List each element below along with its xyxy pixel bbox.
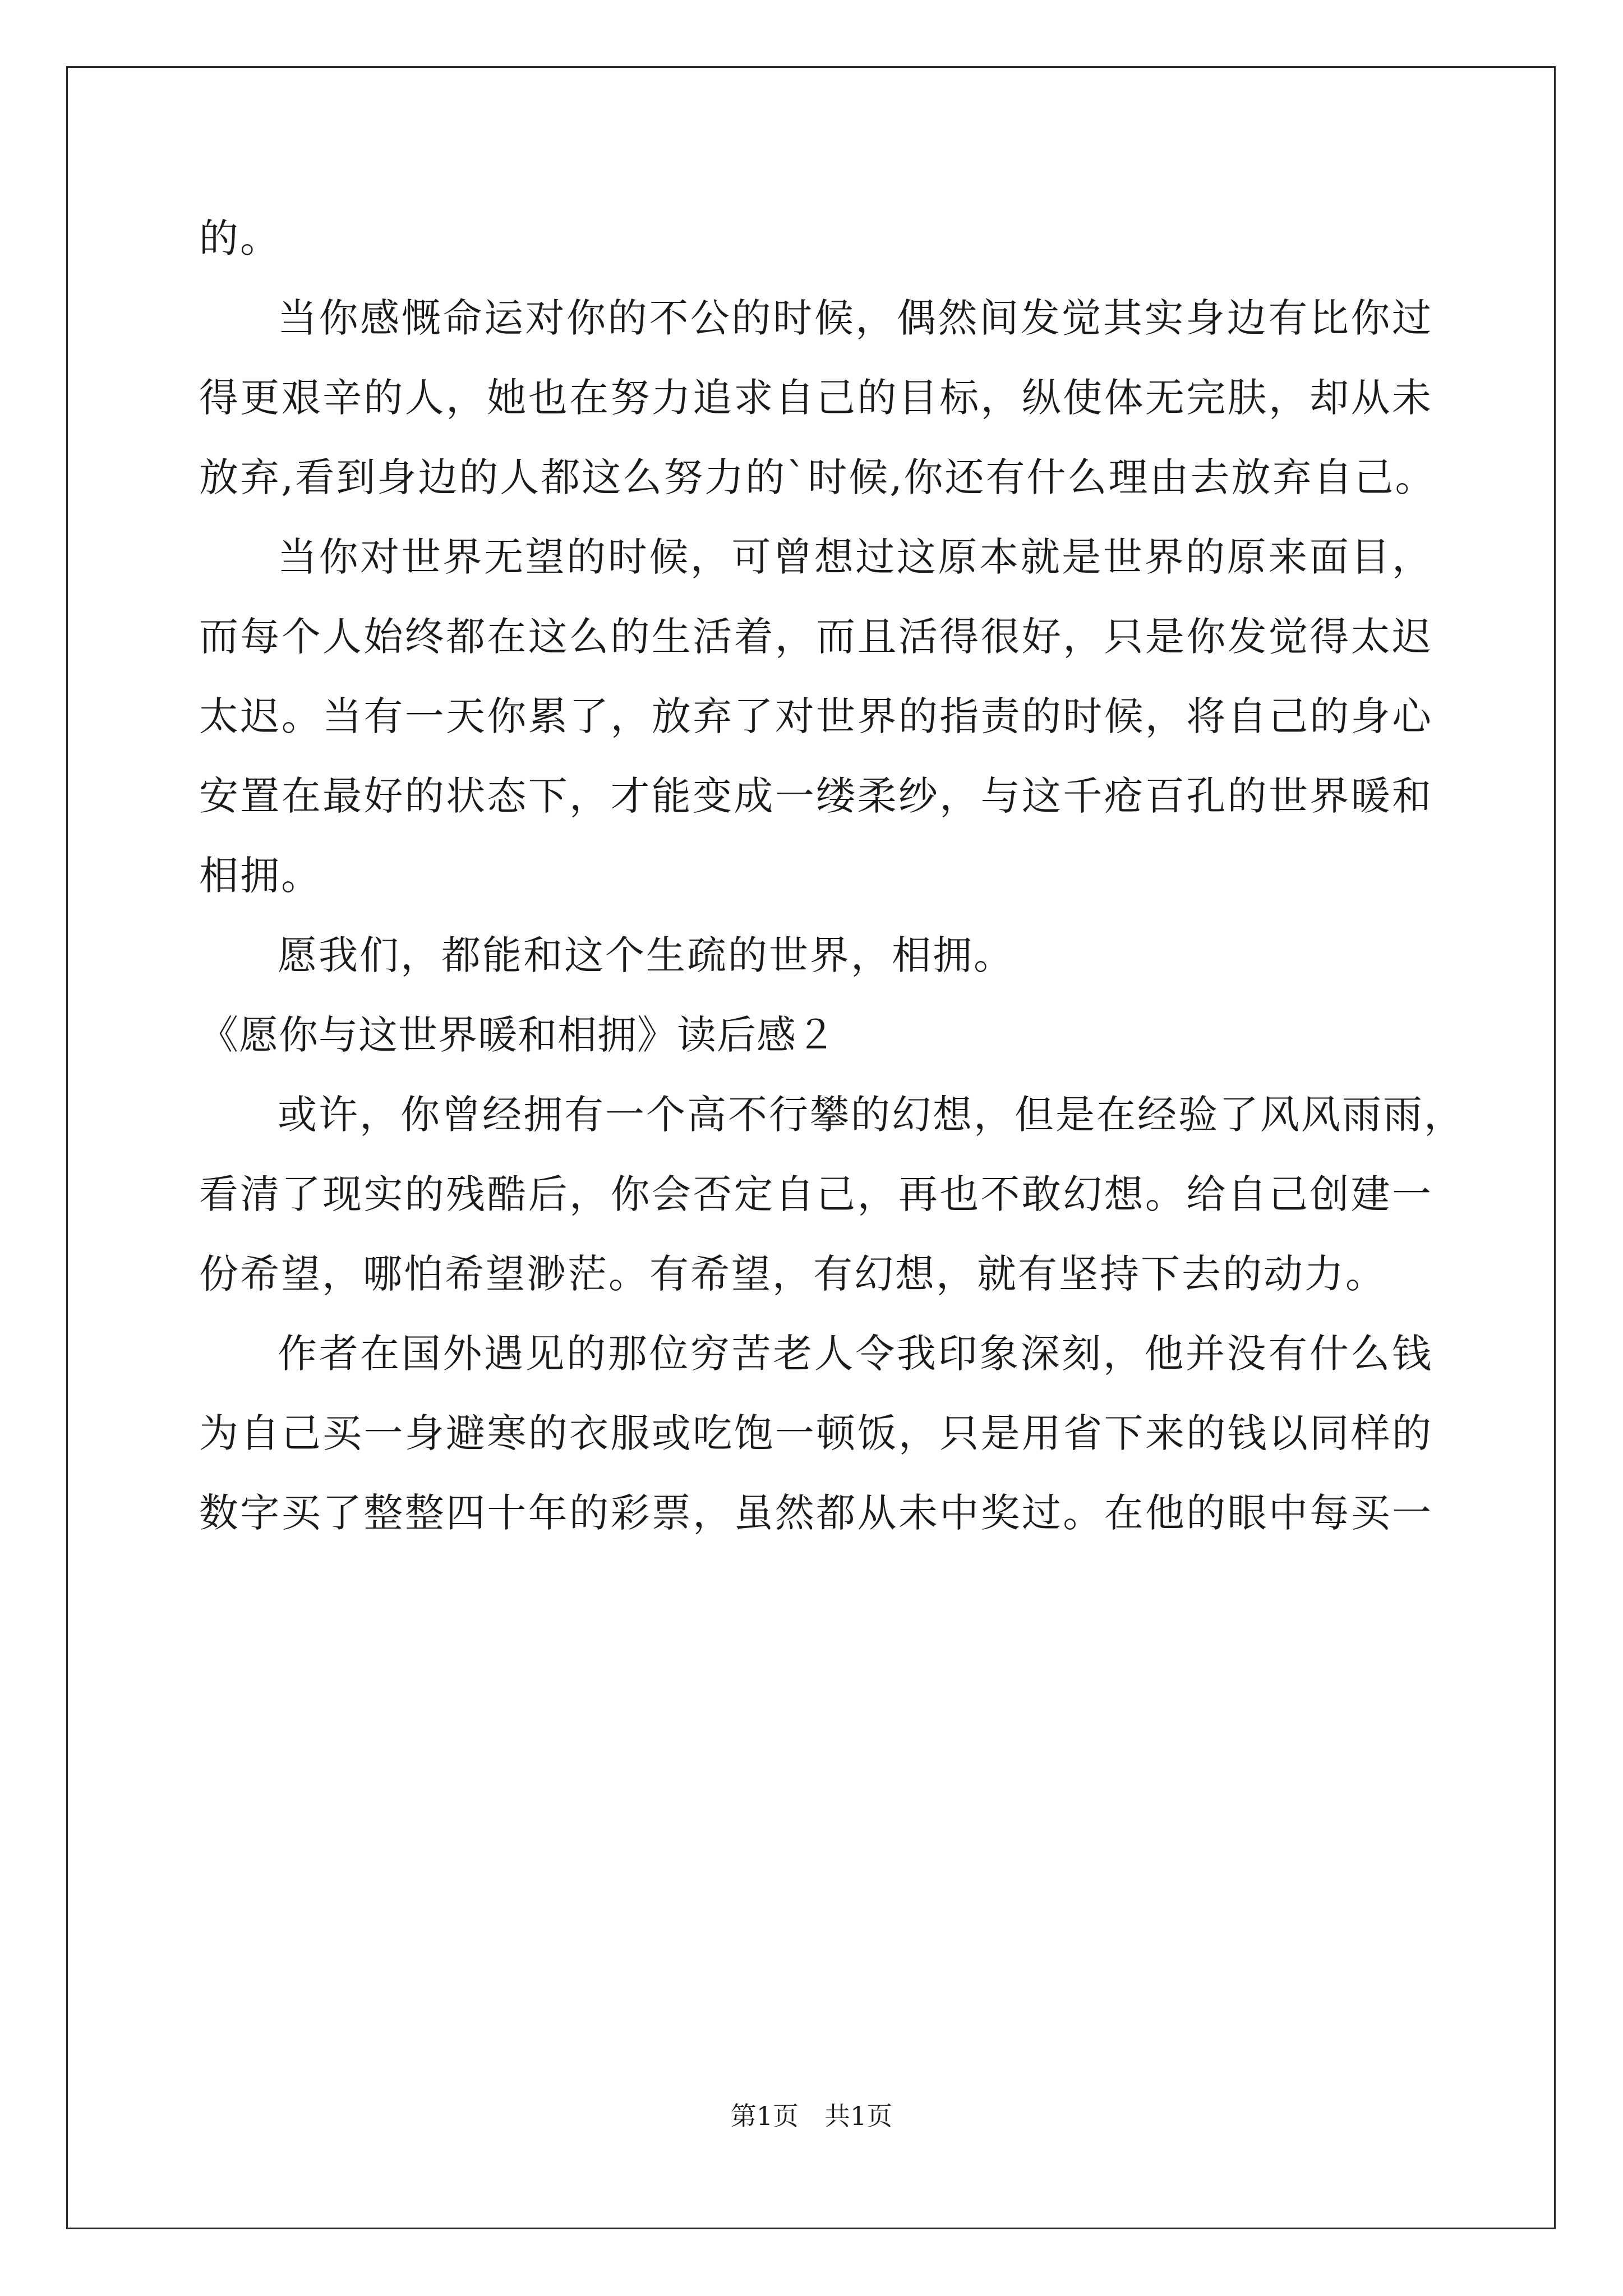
page-number-footer: 第1页 共1页 <box>730 2101 893 2131</box>
text-line: 放弃,看到身边的人都这么努力的`时候,你还有什么理由去放弃自己。 <box>199 454 1436 500</box>
text-line: 相拥。 <box>199 853 322 899</box>
text-line: 而每个人始终都在这么的生活着，而且活得很好，只是你发觉得太迟 <box>199 614 1433 660</box>
text-line: 太迟。当有一天你累了，放弃了对世界的指责的时候，将自己的身心 <box>199 693 1433 739</box>
paragraph-first-line: 作者在国外遇见的那位穷苦老人令我印象深刻，他并没有什么钱 <box>278 1331 1433 1377</box>
text-line: 份希望，哪怕希望渺茫。有希望，有幻想，就有坚持下去的动力。 <box>199 1251 1386 1297</box>
paragraph-first-line: 当你感慨命运对你的不公的时候，偶然间发觉其实身边有比你过 <box>278 295 1433 341</box>
text-line: 的。 <box>199 215 281 261</box>
paragraph-first-line: 愿我们，都能和这个生疏的世界，相拥。 <box>278 932 1015 978</box>
paragraph-first-line: 或许，你曾经拥有一个高不行攀的幻想，但是在经验了风风雨雨， <box>278 1092 1465 1138</box>
text-line: 得更艰辛的人，她也在努力追求自己的目标，纵使体无完肤，却从未 <box>199 375 1433 421</box>
paragraph-first-line: 当你对世界无望的时候，可曾想过这原本就是世界的原来面目， <box>278 534 1433 580</box>
text-line: 数字买了整整四十年的彩票，虽然都从未中奖过。在他的眼中每买一 <box>199 1490 1433 1536</box>
text-line: 为自己买一身避寒的衣服或吃饱一顿饭，只是用省下来的钱以同样的 <box>199 1410 1433 1456</box>
section-heading: 《愿你与这世界暖和相拥》读后感２ <box>199 1012 836 1058</box>
text-line: 安置在最好的状态下，才能变成一缕柔纱，与这千疮百孔的世界暖和 <box>199 773 1433 819</box>
text-line: 看清了现实的残酷后，你会否定自己，再也不敢幻想。给自己创建一 <box>199 1171 1433 1217</box>
